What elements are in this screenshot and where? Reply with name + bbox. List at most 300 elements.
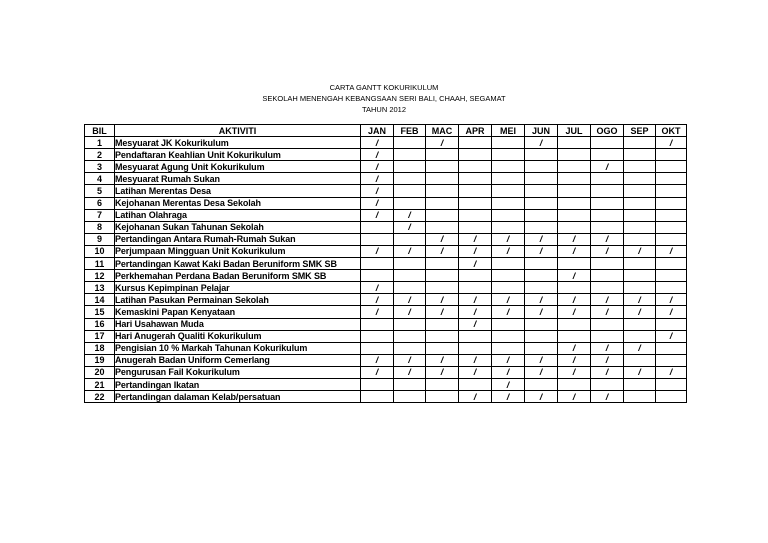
table-body (85, 137, 687, 403)
month-cell-ogo (591, 149, 624, 161)
month-cell-sep (624, 270, 656, 282)
month-cell-mac (426, 378, 459, 390)
month-cell-okt (656, 161, 687, 173)
table-row (85, 161, 687, 173)
month-cell-jun (525, 258, 558, 270)
month-cell-jan (361, 258, 394, 270)
month-cell-sep: / (624, 366, 656, 378)
month-cell-mei: / (492, 391, 525, 403)
month-cell-apr (459, 137, 492, 149)
month-cell-mac (426, 173, 459, 185)
month-cell-feb (394, 173, 426, 185)
month-cell-mei: / (492, 306, 525, 318)
activity-name: Pertandingan Antara Rumah-Rumah Sukan (115, 233, 361, 245)
month-cell-ogo (591, 185, 624, 197)
month-cell-feb (394, 330, 426, 342)
table-row (85, 366, 687, 378)
month-cell-jun: / (525, 137, 558, 149)
month-cell-mei (492, 270, 525, 282)
month-cell-jul (558, 330, 591, 342)
month-cell-ogo (591, 137, 624, 149)
gantt-table (84, 124, 687, 403)
month-cell-mei (492, 197, 525, 209)
table-row (85, 270, 687, 282)
month-cell-apr (459, 270, 492, 282)
month-cell-jul (558, 318, 591, 330)
month-cell-mac: / (426, 306, 459, 318)
month-cell-mac (426, 342, 459, 354)
month-cell-okt (656, 258, 687, 270)
row-number: 1 (85, 137, 115, 149)
month-cell-jun: / (525, 354, 558, 366)
month-cell-mei: / (492, 366, 525, 378)
table-row (85, 197, 687, 209)
month-cell-apr (459, 209, 492, 221)
month-cell-ogo (591, 330, 624, 342)
row-number: 21 (85, 378, 115, 390)
month-cell-sep: / (624, 245, 656, 257)
table-row (85, 245, 687, 257)
month-cell-okt: / (656, 306, 687, 318)
month-cell-jul (558, 282, 591, 294)
table-row (85, 233, 687, 245)
month-cell-jan (361, 221, 394, 233)
month-cell-apr (459, 330, 492, 342)
header-month-jun: JUN (525, 125, 558, 137)
month-cell-jul: / (558, 354, 591, 366)
month-cell-jan (361, 342, 394, 354)
activity-name: Latihan Merentas Desa (115, 185, 361, 197)
activity-name: Pendaftaran Keahlian Unit Kokurikulum (115, 149, 361, 161)
header-month-sep: SEP (624, 125, 656, 137)
month-cell-jul: / (558, 391, 591, 403)
month-cell-sep (624, 197, 656, 209)
month-cell-okt (656, 221, 687, 233)
month-cell-okt (656, 233, 687, 245)
month-cell-apr: / (459, 233, 492, 245)
month-cell-sep (624, 185, 656, 197)
month-cell-apr (459, 173, 492, 185)
month-cell-jun: / (525, 306, 558, 318)
row-number: 16 (85, 318, 115, 330)
month-cell-feb (394, 282, 426, 294)
month-cell-apr: / (459, 258, 492, 270)
month-cell-feb (394, 258, 426, 270)
month-cell-mei (492, 137, 525, 149)
month-cell-ogo (591, 221, 624, 233)
header-month-feb: FEB (394, 125, 426, 137)
activity-name: Mesyuarat Agung Unit Kokurikulum (115, 161, 361, 173)
table-row (85, 137, 687, 149)
month-cell-mei (492, 342, 525, 354)
month-cell-mac (426, 221, 459, 233)
month-cell-jul (558, 197, 591, 209)
row-number: 6 (85, 197, 115, 209)
month-cell-sep (624, 318, 656, 330)
month-cell-mac (426, 318, 459, 330)
month-cell-ogo (591, 318, 624, 330)
month-cell-ogo (591, 197, 624, 209)
month-cell-apr: / (459, 391, 492, 403)
month-cell-feb: / (394, 245, 426, 257)
header-month-ogo: OGO (591, 125, 624, 137)
month-cell-sep (624, 233, 656, 245)
table-row (85, 185, 687, 197)
month-cell-okt (656, 270, 687, 282)
month-cell-jun (525, 270, 558, 282)
activity-name: Pengurusan Fail Kokurikulum (115, 366, 361, 378)
month-cell-apr: / (459, 354, 492, 366)
activity-name: Kemaskini Papan Kenyataan (115, 306, 361, 318)
month-cell-ogo (591, 270, 624, 282)
month-cell-okt (656, 354, 687, 366)
table-row (85, 294, 687, 306)
month-cell-mei: / (492, 354, 525, 366)
month-cell-jul (558, 209, 591, 221)
month-cell-mei (492, 149, 525, 161)
month-cell-jun (525, 330, 558, 342)
activity-name: Mesyuarat JK Kokurikulum (115, 137, 361, 149)
month-cell-ogo (591, 378, 624, 390)
month-cell-mac (426, 270, 459, 282)
month-cell-mac (426, 391, 459, 403)
month-cell-okt: / (656, 366, 687, 378)
month-cell-okt (656, 342, 687, 354)
month-cell-jan: / (361, 209, 394, 221)
month-cell-jul: / (558, 270, 591, 282)
activity-name: Anugerah Badan Uniform Cemerlang (115, 354, 361, 366)
month-cell-feb (394, 378, 426, 390)
month-cell-jan: / (361, 185, 394, 197)
table-row (85, 149, 687, 161)
month-cell-jul (558, 378, 591, 390)
month-cell-sep: / (624, 294, 656, 306)
row-number: 17 (85, 330, 115, 342)
month-cell-feb: / (394, 354, 426, 366)
row-number: 4 (85, 173, 115, 185)
month-cell-jan: / (361, 137, 394, 149)
month-cell-jul (558, 137, 591, 149)
month-cell-mac (426, 161, 459, 173)
month-cell-jun (525, 185, 558, 197)
month-cell-feb: / (394, 366, 426, 378)
month-cell-mac (426, 197, 459, 209)
month-cell-ogo: / (591, 233, 624, 245)
activity-name: Pengisian 10 % Markah Tahunan Kokurikulum (115, 342, 361, 354)
month-cell-ogo (591, 258, 624, 270)
month-cell-feb (394, 318, 426, 330)
row-number: 20 (85, 366, 115, 378)
month-cell-mei: / (492, 294, 525, 306)
month-cell-apr (459, 282, 492, 294)
month-cell-jan: / (361, 306, 394, 318)
month-cell-jan (361, 318, 394, 330)
month-cell-sep (624, 258, 656, 270)
month-cell-jun (525, 378, 558, 390)
month-cell-jun: / (525, 294, 558, 306)
month-cell-jun: / (525, 366, 558, 378)
table-row (85, 318, 687, 330)
month-cell-mei: / (492, 233, 525, 245)
month-cell-jul: / (558, 233, 591, 245)
month-cell-jul (558, 173, 591, 185)
month-cell-jan: / (361, 173, 394, 185)
month-cell-feb (394, 233, 426, 245)
month-cell-apr: / (459, 306, 492, 318)
row-number: 2 (85, 149, 115, 161)
month-cell-jul: / (558, 294, 591, 306)
header-month-jan: JAN (361, 125, 394, 137)
month-cell-jun (525, 318, 558, 330)
activity-name: Hari Anugerah Qualiti Kokurikulum (115, 330, 361, 342)
month-cell-sep: / (624, 342, 656, 354)
month-cell-mei (492, 221, 525, 233)
row-number: 13 (85, 282, 115, 294)
activity-name: Perjumpaan Mingguan Unit Kokurikulum (115, 245, 361, 257)
month-cell-mac (426, 282, 459, 294)
month-cell-mei (492, 330, 525, 342)
month-cell-jun (525, 342, 558, 354)
month-cell-mei (492, 185, 525, 197)
month-cell-mac: / (426, 294, 459, 306)
month-cell-mei: / (492, 378, 525, 390)
month-cell-apr (459, 197, 492, 209)
activity-name: Hari Usahawan Muda (115, 318, 361, 330)
month-cell-okt: / (656, 137, 687, 149)
activity-name: Perkhemahan Perdana Badan Beruniform SMK SB (115, 270, 361, 282)
table-row (85, 354, 687, 366)
table-row (85, 173, 687, 185)
activity-name: Pertandingan Kawat Kaki Badan Beruniform SMK SB (115, 258, 361, 270)
month-cell-feb (394, 197, 426, 209)
table-row (85, 282, 687, 294)
month-cell-mei (492, 318, 525, 330)
month-cell-ogo: / (591, 366, 624, 378)
month-cell-jun (525, 149, 558, 161)
month-cell-jan: / (361, 245, 394, 257)
month-cell-ogo: / (591, 306, 624, 318)
row-number: 10 (85, 245, 115, 257)
activity-name: Mesyuarat Rumah Sukan (115, 173, 361, 185)
chart-title: CARTA GANTT KOKURIKULUM (329, 83, 439, 92)
month-cell-okt (656, 318, 687, 330)
header-row (85, 125, 687, 137)
activity-name: Kejohanan Sukan Tahunan Sekolah (115, 221, 361, 233)
header-activity: AKTIVITI (115, 125, 361, 137)
activity-name: Kursus Kepimpinan Pelajar (115, 282, 361, 294)
month-cell-sep (624, 330, 656, 342)
row-number: 11 (85, 258, 115, 270)
month-cell-feb: / (394, 221, 426, 233)
month-cell-feb: / (394, 294, 426, 306)
table-row (85, 258, 687, 270)
month-cell-jun (525, 282, 558, 294)
row-number: 8 (85, 221, 115, 233)
month-cell-okt (656, 173, 687, 185)
row-number: 7 (85, 209, 115, 221)
month-cell-okt (656, 197, 687, 209)
month-cell-okt: / (656, 245, 687, 257)
month-cell-mac (426, 258, 459, 270)
month-cell-sep (624, 149, 656, 161)
month-cell-okt (656, 149, 687, 161)
activity-name: Pertandingan Ikatan (115, 378, 361, 390)
table-row (85, 391, 687, 403)
month-cell-jun (525, 209, 558, 221)
row-number: 19 (85, 354, 115, 366)
month-cell-okt (656, 391, 687, 403)
month-cell-apr: / (459, 318, 492, 330)
month-cell-jul (558, 149, 591, 161)
month-cell-apr (459, 221, 492, 233)
year-label: TAHUN 2012 (361, 105, 407, 114)
month-cell-feb (394, 270, 426, 282)
month-cell-mei (492, 209, 525, 221)
month-cell-jan (361, 391, 394, 403)
month-cell-okt: / (656, 330, 687, 342)
month-cell-mei: / (492, 245, 525, 257)
month-cell-mei (492, 282, 525, 294)
month-cell-jul (558, 185, 591, 197)
month-cell-ogo (591, 209, 624, 221)
month-cell-okt (656, 209, 687, 221)
month-cell-jan: / (361, 161, 394, 173)
month-cell-sep (624, 391, 656, 403)
month-cell-feb (394, 149, 426, 161)
month-cell-mac: / (426, 233, 459, 245)
month-cell-jan (361, 233, 394, 245)
month-cell-apr (459, 342, 492, 354)
month-cell-jan: / (361, 294, 394, 306)
month-cell-jan: / (361, 366, 394, 378)
month-cell-apr (459, 149, 492, 161)
header-bil: BIL (85, 125, 115, 137)
header-month-jul: JUL (558, 125, 591, 137)
month-cell-ogo: / (591, 391, 624, 403)
month-cell-feb: / (394, 306, 426, 318)
month-cell-jul (558, 221, 591, 233)
row-number: 9 (85, 233, 115, 245)
month-cell-feb (394, 137, 426, 149)
month-cell-jul: / (558, 342, 591, 354)
month-cell-feb (394, 185, 426, 197)
month-cell-apr: / (459, 245, 492, 257)
month-cell-ogo: / (591, 354, 624, 366)
document-header (0, 82, 768, 115)
month-cell-jan: / (361, 354, 394, 366)
month-cell-okt (656, 378, 687, 390)
month-cell-jul: / (558, 306, 591, 318)
month-cell-jan (361, 378, 394, 390)
row-number: 18 (85, 342, 115, 354)
month-cell-mac: / (426, 137, 459, 149)
month-cell-okt: / (656, 294, 687, 306)
month-cell-jun (525, 173, 558, 185)
month-cell-ogo: / (591, 161, 624, 173)
month-cell-mac (426, 149, 459, 161)
month-cell-apr: / (459, 366, 492, 378)
month-cell-ogo (591, 173, 624, 185)
month-cell-ogo (591, 282, 624, 294)
month-cell-jun (525, 221, 558, 233)
row-number: 22 (85, 391, 115, 403)
month-cell-mac: / (426, 366, 459, 378)
table-row (85, 209, 687, 221)
month-cell-jun: / (525, 391, 558, 403)
month-cell-jan (361, 270, 394, 282)
month-cell-okt (656, 282, 687, 294)
table-row (85, 221, 687, 233)
activity-name: Pertandingan dalaman Kelab/persatuan (115, 391, 361, 403)
header-month-okt: OKT (656, 125, 687, 137)
month-cell-sep (624, 209, 656, 221)
month-cell-jun (525, 197, 558, 209)
header-month-mac: MAC (426, 125, 459, 137)
month-cell-jun (525, 161, 558, 173)
month-cell-sep (624, 282, 656, 294)
month-cell-apr: / (459, 294, 492, 306)
table-row (85, 330, 687, 342)
school-name: SEKOLAH MENENGAH KEBANGSAAN SERI BALI, CHAAH, SEGAMAT (262, 94, 506, 103)
month-cell-mei (492, 161, 525, 173)
header-month-apr: APR (459, 125, 492, 137)
month-cell-ogo: / (591, 294, 624, 306)
month-cell-mac: / (426, 354, 459, 366)
month-cell-mac (426, 185, 459, 197)
row-number: 5 (85, 185, 115, 197)
month-cell-sep (624, 137, 656, 149)
month-cell-mac: / (426, 245, 459, 257)
month-cell-sep (624, 173, 656, 185)
header-month-mei: MEI (492, 125, 525, 137)
month-cell-feb: / (394, 209, 426, 221)
activity-name: Latihan Pasukan Permainan Sekolah (115, 294, 361, 306)
month-cell-mac (426, 209, 459, 221)
month-cell-mac (426, 330, 459, 342)
month-cell-jun: / (525, 233, 558, 245)
month-cell-ogo: / (591, 245, 624, 257)
month-cell-feb (394, 391, 426, 403)
row-number: 12 (85, 270, 115, 282)
month-cell-apr (459, 378, 492, 390)
month-cell-sep (624, 161, 656, 173)
activity-name: Latihan Olahraga (115, 209, 361, 221)
month-cell-sep (624, 354, 656, 366)
month-cell-jun: / (525, 245, 558, 257)
month-cell-jan (361, 330, 394, 342)
month-cell-mei (492, 173, 525, 185)
month-cell-feb (394, 161, 426, 173)
month-cell-ogo: / (591, 342, 624, 354)
table-row (85, 306, 687, 318)
month-cell-mei (492, 258, 525, 270)
table-row (85, 342, 687, 354)
row-number: 3 (85, 161, 115, 173)
row-number: 15 (85, 306, 115, 318)
month-cell-sep: / (624, 306, 656, 318)
month-cell-apr (459, 185, 492, 197)
month-cell-jul: / (558, 366, 591, 378)
month-cell-okt (656, 185, 687, 197)
activity-name: Kejohanan Merentas Desa Sekolah (115, 197, 361, 209)
table-row (85, 378, 687, 390)
month-cell-apr (459, 161, 492, 173)
month-cell-jan: / (361, 149, 394, 161)
month-cell-jul: / (558, 245, 591, 257)
row-number: 14 (85, 294, 115, 306)
month-cell-feb (394, 342, 426, 354)
month-cell-jul (558, 258, 591, 270)
